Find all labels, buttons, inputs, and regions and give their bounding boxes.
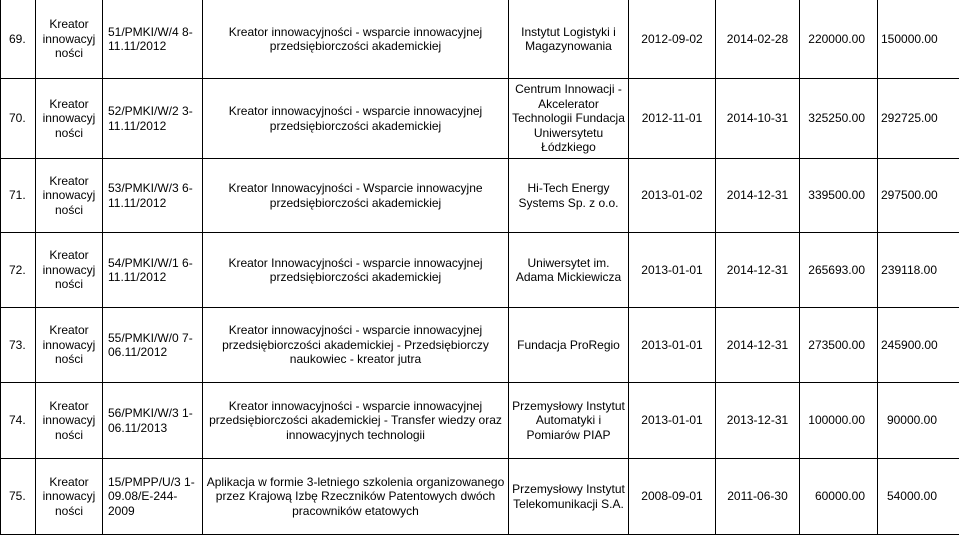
end-date: 2014-12-31 bbox=[716, 308, 800, 383]
registration-number: 54/PMKI/W/1 6-11.11/2012 bbox=[103, 233, 203, 308]
table-row bbox=[1, 459, 959, 535]
start-date: 2013-01-01 bbox=[629, 383, 716, 459]
row-number: 70. bbox=[1, 79, 36, 159]
end-date: 2014-12-31 bbox=[716, 233, 800, 308]
row-number: 74. bbox=[1, 383, 36, 459]
table-row bbox=[1, 383, 959, 459]
end-date: 2014-10-31 bbox=[716, 79, 800, 159]
project-title: Kreator innowacyjności - wsparcie innowacyjnej przedsiębiorczości akademickiej bbox=[203, 79, 509, 159]
table-row bbox=[1, 233, 959, 308]
registration-number: 55/PMKI/W/0 7-06.11/2012 bbox=[103, 308, 203, 383]
row-number: 72. bbox=[1, 233, 36, 308]
total-value: 220000.00 bbox=[800, 0, 878, 79]
beneficiary: Uniwersytet im. Adama Mickiewicza bbox=[509, 233, 629, 308]
end-date: 2014-02-28 bbox=[716, 0, 800, 79]
project-title: Kreator Innowacyjności - Wsparcie innowacyjne przedsiębiorczości akademickiej bbox=[203, 159, 509, 233]
table-row bbox=[1, 159, 959, 233]
total-value: 265693.00 bbox=[800, 233, 878, 308]
beneficiary: Instytut Logistyki i Magazynowania bbox=[509, 0, 629, 79]
registration-number: 52/PMKI/W/2 3-11.11/2012 bbox=[103, 79, 203, 159]
funding-amount: 245900.00 bbox=[878, 308, 959, 383]
project-title: Kreator innowacyjności - wsparcie innowacyjnej przedsiębiorczości akademickiej - Transfer wiedzy oraz innowacyjnych technologii bbox=[203, 383, 509, 459]
program-name: Kreator innowacyj ności bbox=[36, 308, 103, 383]
table-row bbox=[1, 0, 959, 79]
funding-amount: 90000.00 bbox=[878, 383, 959, 459]
total-value: 339500.00 bbox=[800, 159, 878, 233]
registration-number: 15/PMPP/U/3 1-09.08/E-244-2009 bbox=[103, 459, 203, 535]
end-date: 2014-12-31 bbox=[716, 159, 800, 233]
beneficiary: Przemysłowy Instytut Automatyki i Pomiarów PIAP bbox=[509, 383, 629, 459]
start-date: 2012-09-02 bbox=[629, 0, 716, 79]
row-number: 69. bbox=[1, 0, 36, 79]
project-title: Kreator innowacyjności - wsparcie innowacyjnej przedsiębiorczości akademickiej bbox=[203, 0, 509, 79]
program-name: Kreator innowacyj ności bbox=[36, 459, 103, 535]
beneficiary: Hi-Tech Energy Systems Sp. z o.o. bbox=[509, 159, 629, 233]
beneficiary: Centrum Innowacji - Akcelerator Technologii Fundacja Uniwersytetu Łódzkiego bbox=[509, 79, 629, 159]
row-number: 75. bbox=[1, 459, 36, 535]
program-name: Kreator innowacyj ności bbox=[36, 79, 103, 159]
end-date: 2013-12-31 bbox=[716, 383, 800, 459]
beneficiary: Fundacja ProRegio bbox=[509, 308, 629, 383]
funding-amount: 54000.00 bbox=[878, 459, 959, 535]
program-name: Kreator innowacyj ności bbox=[36, 383, 103, 459]
end-date: 2011-06-30 bbox=[716, 459, 800, 535]
program-name: Kreator innowacyj ności bbox=[36, 159, 103, 233]
start-date: 2012-11-01 bbox=[629, 79, 716, 159]
project-title: Kreator Innowacyjności - wsparcie innowacyjnej przedsiębiorczości akademickiej bbox=[203, 233, 509, 308]
row-number: 73. bbox=[1, 308, 36, 383]
program-name: Kreator innowacyj ności bbox=[36, 233, 103, 308]
registration-number: 56/PMKI/W/3 1-06.11/2013 bbox=[103, 383, 203, 459]
funding-amount: 292725.00 bbox=[878, 79, 959, 159]
total-value: 100000.00 bbox=[800, 383, 878, 459]
start-date: 2008-09-01 bbox=[629, 459, 716, 535]
registration-number: 53/PMKI/W/3 6-11.11/2012 bbox=[103, 159, 203, 233]
project-title: Kreator innowacyjności - wsparcie innowacyjnej przedsiębiorczości akademickiej - Przedsiębiorczy naukowiec - kreator jutra bbox=[203, 308, 509, 383]
start-date: 2013-01-02 bbox=[629, 159, 716, 233]
total-value: 273500.00 bbox=[800, 308, 878, 383]
table-row bbox=[1, 308, 959, 383]
funding-amount: 239118.00 bbox=[878, 233, 959, 308]
total-value: 325250.00 bbox=[800, 79, 878, 159]
funding-amount: 297500.00 bbox=[878, 159, 959, 233]
start-date: 2013-01-01 bbox=[629, 233, 716, 308]
row-number: 71. bbox=[1, 159, 36, 233]
beneficiary: Przemysłowy Instytut Telekomunikacji S.A. bbox=[509, 459, 629, 535]
project-title: Aplikacja w formie 3-letniego szkolenia organizowanego przez Krajową Izbę Rzeczników Patentowych dwóch pracowników etatowych bbox=[203, 459, 509, 535]
funding-amount: 150000.00 bbox=[878, 0, 959, 79]
table-row bbox=[1, 79, 959, 159]
start-date: 2013-01-01 bbox=[629, 308, 716, 383]
registration-number: 51/PMKI/W/4 8-11.11/2012 bbox=[103, 0, 203, 79]
program-name: Kreator innowacyj ności bbox=[36, 0, 103, 79]
total-value: 60000.00 bbox=[800, 459, 878, 535]
